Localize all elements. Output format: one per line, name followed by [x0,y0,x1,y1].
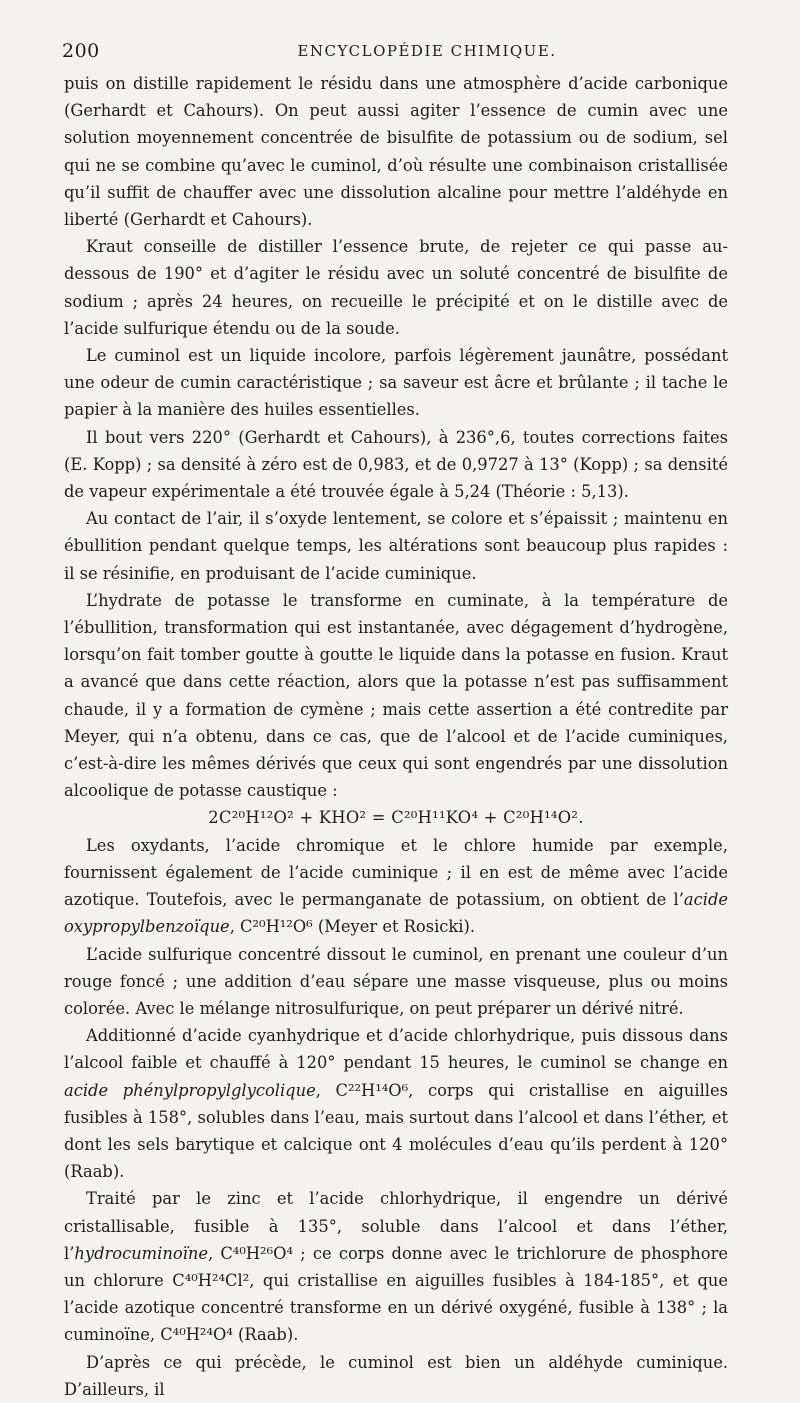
italic-term: hydrocuminoïne [74,1243,208,1263]
page-number: 200 [62,40,100,62]
italic-term: acide oxypropylbenzoïque [64,890,728,937]
paragraph: Le cuminol est un liquide incolore, parfois légèrement jaunâtre, possédant une odeur de cumin caractéristique ; sa saveur est âcre et brûlante ; il tache le papier à la manière des huiles essentielles. [64,346,728,420]
paragraph-text: , C⁴⁰H²⁶O⁴ ; ce corps donne avec le trichlorure de phosphore un chlorure C⁴⁰H²⁴Cl², qui cristallise en aiguilles fusibles à 184-185°, et que l’acide azotique concentré transforme en un dérivé oxygéné, fusible à 138° ; la cuminoïne, C⁴⁰H²⁴O⁴ (Raab). [64,1243,728,1345]
paragraph-text: , C²⁰H¹²O⁶ (Meyer et Rosicki). [229,917,476,937]
paragraph-text: Traité par le zinc et l’acide chlorhydrique, il engendre un dérivé cristallisable, fusible à 135°, soluble dans l’alcool et dans l’éther, l’ [64,1189,728,1263]
paragraph: Au contact de l’air, il s’oxyde lentement, se colore et s’épaissit ; maintenu en ébullition pendant quelque temps, les altérations sont beaucoup plus rapides : il se résinifie, en produisant de l’acide cuminique. [64,509,728,583]
paragraph: Il bout vers 220° (Gerhardt et Cahours), à 236°,6, toutes corrections faites (E. Kopp) ; sa densité à zéro est de 0,983, et de 0,9727 à 13° (Kopp) ; sa densité de vapeur expérimentale a été trouvée égale à 5,24 (Théorie : 5,13). [64,427,728,502]
paragraph-text: Les oxydants, l’acide chromique et le chlore humide par exemple, fournissent également de l’acide cuminique ; il en est de même avec l’acide azotique. Toutefois, avec le permanganate de potassium, on obtient de l’ [64,835,728,910]
paragraph [64,1185,728,1348]
paragraph [64,832,728,941]
paragraph: puis on distille rapidement le résidu dans une atmosphère d’acide carbonique (Gerhardt et Cahours). On peut aussi agiter l’essence de cumin avec une solution moyennement concentrée de bisulfite de potassium ou de sodium, sel qui ne se combine qu’avec le cuminol, d’où résulte une combinaison cristallisée qu’il suffit de chauffer avec une dissolution alcaline pour mettre l’aldéhyde en liberté (Gerhardt et Cahours). [64,74,728,230]
italic-term: acide phénylpropylglycolique [64,1080,316,1100]
paragraph-text: Additionné d’acide cyanhydrique et d’acide chlorhydrique, puis dissous dans l’alcool faible et chauffé à 120° pendant 15 heures, le cuminol se change en [64,1026,728,1073]
body-text [64,70,728,1403]
paragraph: L’acide sulfurique concentré dissout le cuminol, en prenant une couleur d’un rouge foncé ; une addition d’eau sépare une masse visqueuse, plus ou moins colorée. Avec le mélange nitrosulfurique, on peut préparer un dérivé nitré. [64,944,728,1018]
chemical-equation: 2C²⁰H¹²O² + KHO² = C²⁰H¹¹KO⁴ + C²⁰H¹⁴O². [208,808,584,828]
running-title: ENCYCLOPÉDIE CHIMIQUE. [297,42,557,60]
paragraph: D’après ce qui précède, le cuminol est bien un aldéhyde cuminique. D’ailleurs, il [64,1352,728,1399]
paragraph-text: , C²²H¹⁴O⁶, corps qui cristallise en aiguilles fusibles à 158°, solubles dans l’eau, mais surtout dans l’alcool et dans l’éther, et dont les sels barytique et calcique ont 4 molécules d’eau qu’ils perdent à 120° (Raab). [64,1080,728,1182]
paragraph [64,1022,728,1185]
paragraph: L’hydrate de potasse le transforme en cuminate, à la température de l’ébullition, transformation qui est instantanée, avec dégagement d’hydrogène, lorsqu’on fait tomber goutte à goutte le liquide dans la potasse en fusion. Kraut a avancé que dans cette réaction, alors que la potasse n’est pas suffisamment chaude, il y a formation de cymène ; mais cette assertion a été contredite par Meyer, qui n’a obtenu, dans ce cas, que de l’alcool et de l’acide cuminiques, c’est-à-dire les mêmes dérivés que ceux qui sont engendrés par une dissolution alcoolique de potasse caustique : [64,590,728,801]
page-header [62,40,752,66]
paragraph: Kraut conseille de distiller l’essence brute, de rejeter ce qui passe au-dessous de 190° et d’agiter le résidu avec un soluté concentré de bisulfite de sodium ; après 24 heures, on recueille le précipité et on le distille avec de l’acide sulfurique étendu ou de la soude. [64,237,728,338]
